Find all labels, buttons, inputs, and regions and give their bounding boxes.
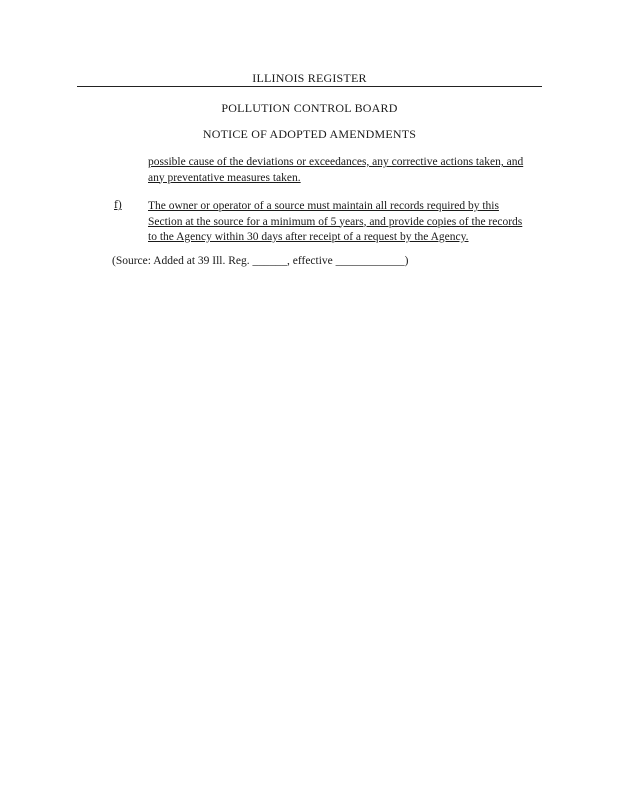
board-name: POLLUTION CONTROL BOARD — [221, 101, 398, 115]
paragraph-line: possible cause of the deviations or exceedances, any corrective actions taken, and — [148, 156, 524, 168]
notice-title: NOTICE OF ADOPTED AMENDMENTS — [202, 127, 417, 141]
continuation-paragraph — [148, 155, 543, 186]
header-rule — [77, 86, 542, 87]
paragraph-line: Section at the source for a minimum of 5 years, and provide copies of the records — [148, 215, 523, 228]
paragraph-line: The owner or operator of a source must maintain all records required by this — [148, 200, 499, 212]
item-f-marker: f) — [114, 199, 122, 211]
source-note: (Source: Added at 39 Ill. Reg. ______, effective ____________) — [112, 255, 409, 267]
item-f-paragraph — [148, 199, 543, 246]
register-title: ILLINOIS REGISTER — [252, 71, 367, 85]
paragraph-line: any preventative measures taken. — [148, 171, 301, 184]
paragraph-line: to the Agency within 30 days after receipt of a request by the Agency. — [148, 231, 469, 243]
